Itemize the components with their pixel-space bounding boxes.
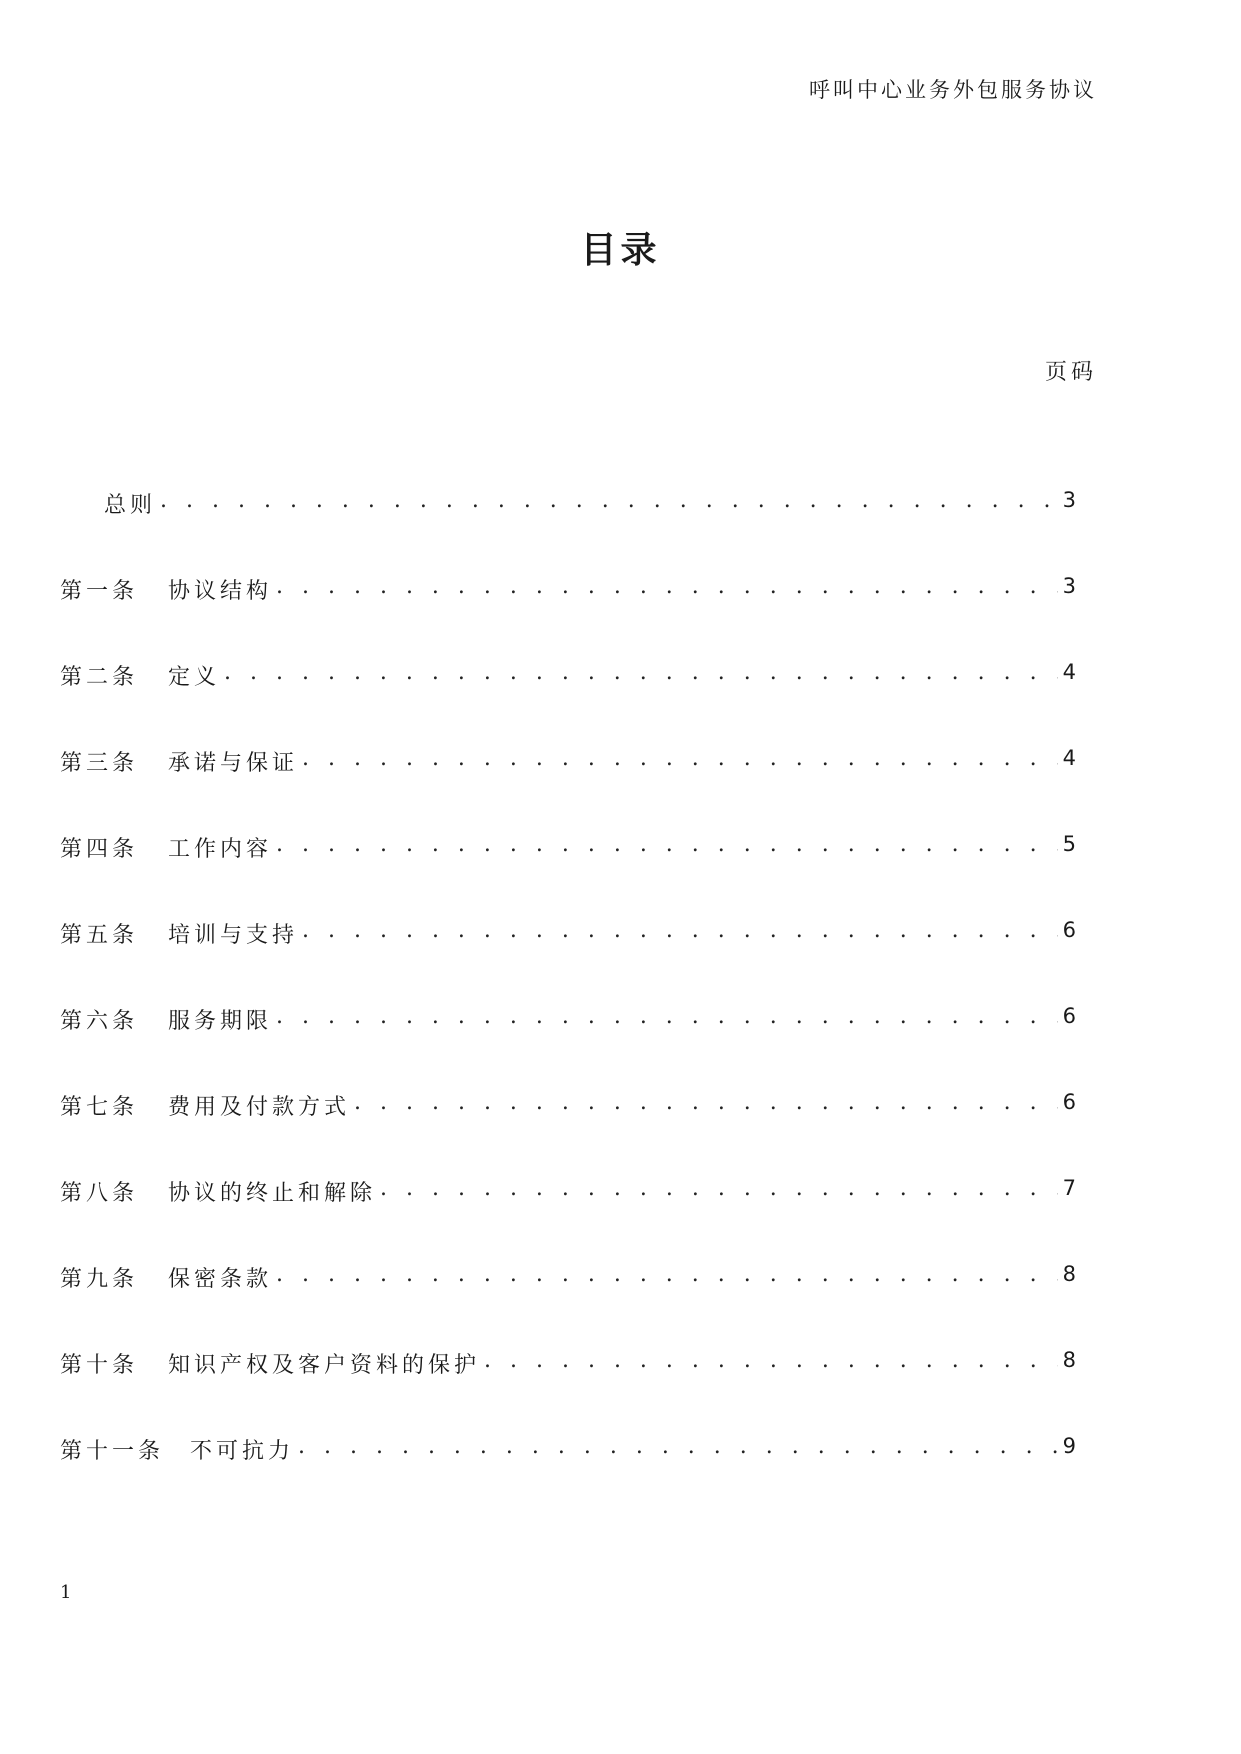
toc-entry-title: 服务期限 <box>168 1009 273 1034</box>
toc-entry-title: 不可抗力 <box>190 1439 295 1464</box>
toc-entry-page: 5 <box>1062 832 1076 856</box>
toc-entry-title: 定义 <box>168 665 221 690</box>
toc-entry[interactable] <box>60 1348 1076 1434</box>
toc-dot-leader <box>302 746 1058 771</box>
toc-entry[interactable] <box>60 1004 1076 1090</box>
toc-entry-number: 第八条 <box>60 1181 139 1206</box>
toc-entry-page: 4 <box>1062 660 1076 684</box>
toc-entry-title: 培训与支持 <box>168 923 299 948</box>
toc-entry[interactable] <box>60 918 1076 1004</box>
toc-dot-leader <box>354 1090 1058 1115</box>
toc-entry[interactable] <box>60 832 1076 918</box>
toc-entry-number: 第五条 <box>60 923 139 948</box>
toc-entry[interactable] <box>60 746 1076 832</box>
toc-entry-number: 第四条 <box>60 837 139 862</box>
toc-entry-title: 保密条款 <box>168 1267 273 1292</box>
toc-entry-title: 工作内容 <box>168 837 273 862</box>
toc-dot-leader <box>276 1262 1058 1287</box>
toc-entry[interactable] <box>60 660 1076 746</box>
toc-entry-page: 6 <box>1062 918 1076 942</box>
toc-entry-page: 8 <box>1062 1262 1076 1286</box>
toc-entry-number: 第一条 <box>60 579 139 604</box>
toc-entry-page: 6 <box>1062 1090 1076 1114</box>
page-column-label: 页码 <box>1044 360 1097 385</box>
toc-entry-number: 第二条 <box>60 665 139 690</box>
toc-entry-page: 8 <box>1062 1348 1076 1372</box>
toc-entry-page: 4 <box>1062 746 1076 770</box>
toc-entry-title: 协议的终止和解除 <box>168 1181 377 1206</box>
toc-dot-leader <box>276 1004 1058 1029</box>
toc-entry-number: 第十一条 <box>60 1439 165 1464</box>
toc-entry-title: 承诺与保证 <box>168 751 299 776</box>
toc-entry-title: 费用及付款方式 <box>168 1095 351 1120</box>
toc-dot-leader <box>484 1348 1058 1373</box>
toc-entry-number: 第九条 <box>60 1267 139 1292</box>
toc-entry[interactable] <box>60 574 1076 660</box>
toc-entry-page: 7 <box>1062 1176 1076 1200</box>
toc-dot-leader <box>276 574 1058 599</box>
table-of-contents <box>60 488 1076 1520</box>
toc-dot-leader <box>160 488 1058 513</box>
toc-entry-page: 3 <box>1062 574 1076 598</box>
page-title: 目录 <box>580 230 661 271</box>
toc-dot-leader <box>224 660 1058 685</box>
page-number: 1 <box>60 1582 72 1603</box>
running-header: 呼叫中心业务外包服务协议 <box>809 78 1097 102</box>
toc-entry[interactable] <box>60 488 1076 574</box>
toc-entry[interactable] <box>60 1090 1076 1176</box>
toc-dot-leader <box>298 1434 1058 1459</box>
toc-entry-title: 总则 <box>104 493 157 518</box>
toc-entry[interactable] <box>60 1262 1076 1348</box>
toc-entry[interactable] <box>60 1176 1076 1262</box>
toc-entry-page: 9 <box>1062 1434 1076 1458</box>
toc-entry-page: 6 <box>1062 1004 1076 1028</box>
toc-entry-title: 知识产权及客户资料的保护 <box>168 1353 481 1378</box>
toc-entry-number: 第七条 <box>60 1095 139 1120</box>
toc-entry-number: 第十条 <box>60 1353 139 1378</box>
toc-entry[interactable] <box>60 1434 1076 1520</box>
toc-entry-page: 3 <box>1062 488 1076 512</box>
toc-entry-number: 第三条 <box>60 751 139 776</box>
toc-entry-title: 协议结构 <box>168 579 273 604</box>
toc-dot-leader <box>380 1176 1058 1201</box>
toc-dot-leader <box>302 918 1058 943</box>
toc-dot-leader <box>276 832 1058 857</box>
toc-entry-number: 第六条 <box>60 1009 139 1034</box>
